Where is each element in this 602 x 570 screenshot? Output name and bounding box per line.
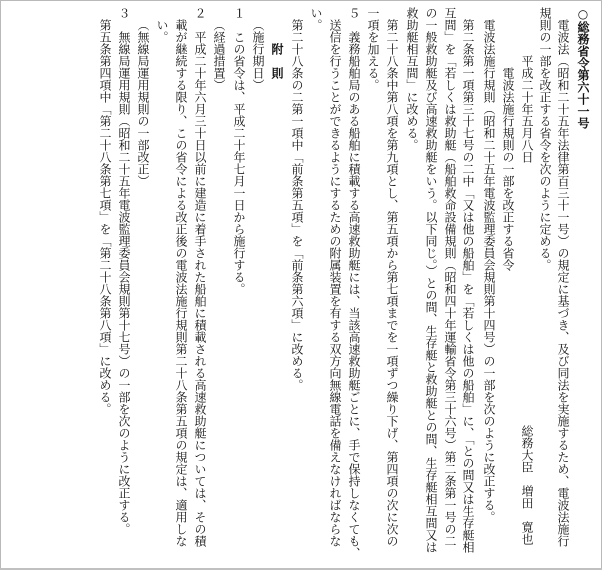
text-column: 互間」を「若しくは救助艇（船舶救命設備規則（昭和四十年運輸省令第三十六号）第二条第一号の二 [443,7,457,547]
text-column: 載が継続する限り、この省令による改正後の電波法施行規則第二十八条第五項の規定は、適用しな [174,19,188,547]
text-column: 平成二十年五月八日 [520,55,534,163]
text-column: ３ 無線局運用規則（昭和二十五年電波監理委員会規則第十七号）の一部を次のように改正する。 [117,7,131,535]
text-column: （経過措置） [212,19,226,91]
text-column: 第二十八条の二第一項中「前条第五項」を「前条第六項」に改める。 [290,19,304,391]
text-column: （施行期日） [251,19,265,91]
text-column: の一般救助艇及び高速救助艇をいう。以下同じ。）との間、生存艇と救助艇との間、生存艇相互間又は [424,7,438,553]
text-column: い。 [155,19,169,43]
text-column: 附 則 [270,43,284,79]
text-column: 送信を行うことができるようにするための附属装置を有する双方向無線電話を備えなければならな [328,19,342,547]
text-column: 第五条第四項中「第二十八条第七項」を「第二十八条第八項」に改める。 [98,19,112,415]
text-column: 一項を加える。 [366,7,380,91]
text-column: 規則の一部を改正する省令を次のように定める。 [538,7,552,271]
text-column: い。 [309,7,323,31]
text-column: 電波法施行規則の一部を改正する省令 [501,67,515,271]
text-column: ５ 義務船舶局のある船舶に積載する高速救助艇には、当該高速救助艇ごとに、手で保持しなくても、 [347,7,361,559]
text-column: 電波法施行規則（昭和二十五年電波監理委員会規則第十四号）の一部を次のように改正する。 [482,19,496,523]
text-column: （無線局運用規則の一部改正） [136,19,150,187]
text-column: 救助艇相互間」に改める。 [405,7,419,151]
text-column: 第二十八条中第八項を第九項とし、第五項から第七項までを一項ずつ繰り下げ、第四項の次に次の [385,19,399,547]
text-column: ２ 平成二十年六月三十日以前に建造に着手された船舶に積載される高速救助艇については、その積 [193,7,207,547]
text-column: ○総務省令第六十一号 [576,7,590,129]
text-column: 電波法（昭和二十五年法律第百三十一号）の規定に基づき、及び同法を実施するため、電波法施行 [556,19,570,547]
text-column: 第二条第一項第三十七号の二中「又は他の船舶」を「若しくは他の船舶」に、「との間又は生存艇相 [461,19,475,553]
text-column: 総務大臣 増田 寛也 [520,425,534,545]
text-column: １ この省令は、平成二十年七月一日から施行する。 [232,7,246,295]
